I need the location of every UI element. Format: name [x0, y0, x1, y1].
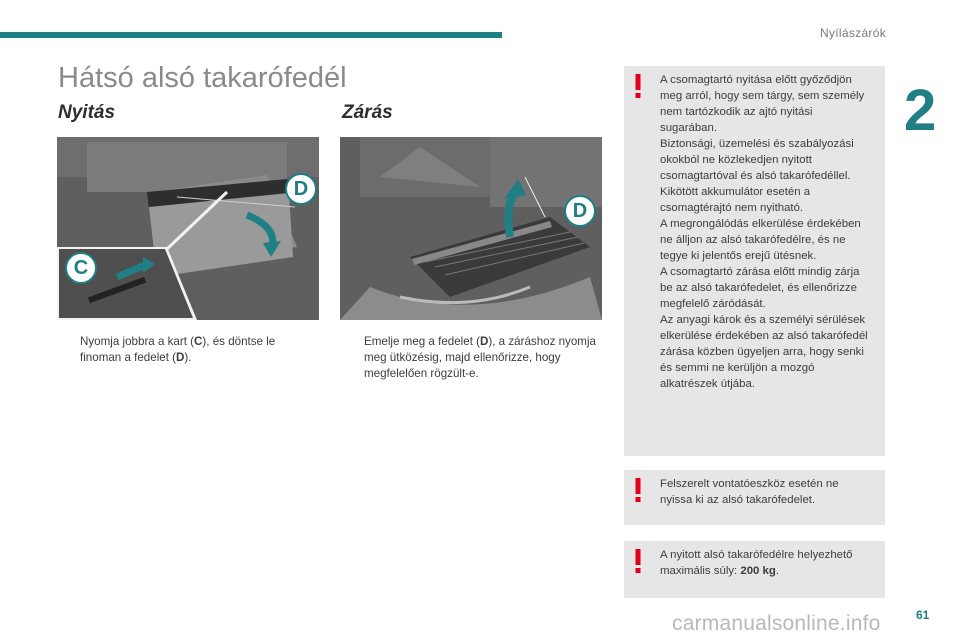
callout-d: D	[564, 195, 596, 227]
warning-paragraph: Kikötött akkumulátor esetén a csomagtérajtó nem nyitható.	[660, 186, 811, 214]
section-name: Nyílászárók	[820, 26, 886, 40]
watermark: carmanualsonline.info	[672, 612, 881, 635]
warning-paragraph: A csomagtartó nyitása előtt győződjön meg arról, hogy sem tárgy, sem személy nem tartózkodik az ajtó nyitási sugarában.	[660, 74, 865, 134]
warning-paragraph: Az anyagi károk és a személyi sérülések elkerülése érdekében az alsó takarófedél zárása közben ügyeljen arra, hogy senki és semmi ne kerüljön a mozgó alkatrészek útjába.	[660, 314, 868, 390]
opening-illustration	[57, 137, 319, 320]
page-number: 61	[916, 608, 930, 622]
warning-paragraph: Biztonsági, üzemelési és szabályozási okokból ne közlekedjen nyitott csomagtartóval és alsó takarófedéllel.	[660, 138, 854, 182]
warning-box-towing	[624, 470, 885, 525]
closing-heading: Zárás	[342, 102, 393, 123]
opening-heading: Nyitás	[58, 102, 116, 123]
opening-instruction: Nyomja jobbra a kart (C), és döntse le finoman a fedelet (D).	[80, 335, 276, 364]
warning-exclamation-icon	[634, 478, 642, 502]
callout-c: C	[65, 252, 97, 284]
warning-paragraph: A megrongálódás elkerülése érdekében ne álljon az alsó takarófedélre, és ne tegye ki jelentős erejű ütésnek.	[660, 218, 861, 262]
warning-paragraph: Felszerelt vontatóeszköz esetén ne nyissa ki az alsó takarófedelet.	[660, 478, 839, 506]
closing-illustration	[340, 137, 602, 320]
warning-paragraph: A nyitott alsó takarófedélre helyezhető maximális súly: 200 kg.	[660, 549, 853, 577]
warning-box-general	[624, 66, 885, 456]
warning-exclamation-icon	[634, 74, 642, 98]
warning-box-max-load	[624, 541, 885, 598]
chapter-number: 2	[904, 78, 937, 143]
header-accent-bar	[0, 32, 502, 38]
warning-exclamation-icon	[634, 549, 642, 573]
page-title: Hátsó alsó takarófedél	[58, 62, 347, 94]
warning-paragraph: A csomagtartó zárása előtt mindig zárja be az alsó takarófedelet, és ellenőrizze megfelelő záródását.	[660, 266, 860, 310]
closing-instruction: Emelje meg a fedelet (D), a záráshoz nyomja meg ütközésig, majd ellenőrizze, hogy megfelelően rögzült-e.	[364, 335, 596, 380]
callout-d: D	[285, 173, 317, 205]
